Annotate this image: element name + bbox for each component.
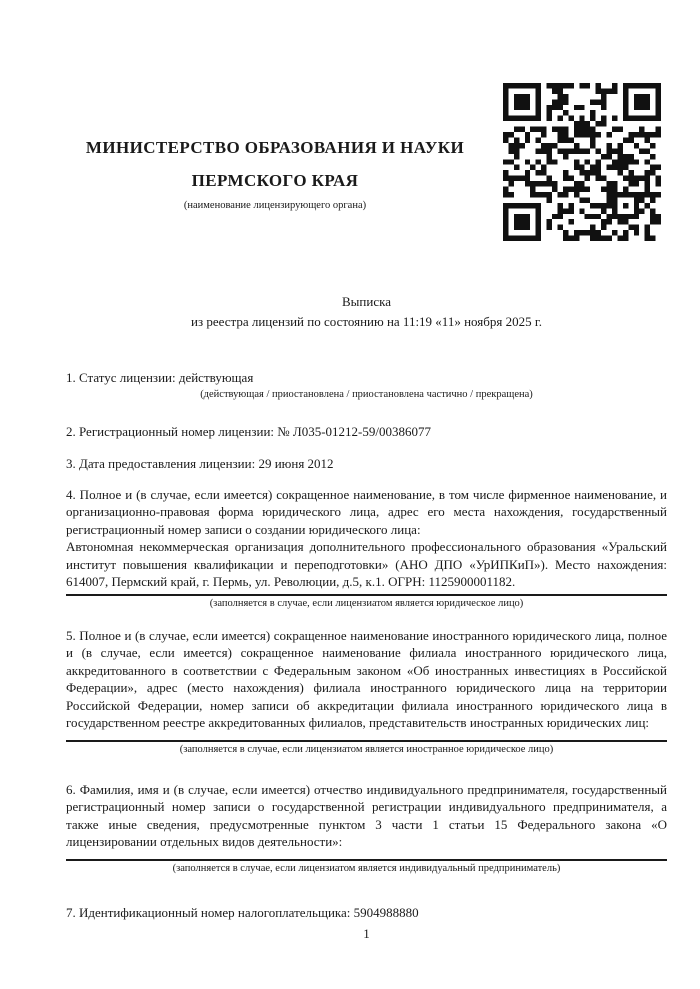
license-status-text: 1. Статус лицензии: действующая [66, 370, 254, 385]
registration-number-text: 2. Регистрационный номер лицензии: № Л035-01212-59/00386077 [66, 423, 432, 439]
grant-date-text: 3. Дата предоставления лицензии: 29 июня 2012 [66, 456, 334, 471]
section-grant-date [66, 455, 667, 473]
section-taxpayer-number [66, 904, 667, 922]
section-individual-entrepreneur [66, 781, 667, 876]
individual-entrepreneur-caption: (заполняется в случае, если лицензиатом является индивидуальный предприниматель) [172, 862, 561, 874]
legal-entity-caption: (заполняется в случае, если лицензиатом является юридическое лицо) [209, 597, 524, 609]
foreign-entity-caption: (заполняется в случае, если лицензиатом является иностранное юридическое лицо) [179, 743, 554, 755]
legal-entity-label: 4. Полное и (в случае, если имеется) сокращенное наименование, в том числе фирменное наименование, и организационно-правовая форма юридического лица, адрес его места нахождения, государственный регистрационный номер записи о создании юридического лица: [66, 486, 667, 537]
ministry-name-line1: МИНИСТЕРСТВО ОБРАЗОВАНИЯ И НАУКИ [85, 138, 465, 157]
section-legal-entity [66, 486, 667, 611]
ministry-header [40, 131, 510, 213]
page-number: 1 [363, 926, 370, 941]
document-title-line2: из реестра лицензий по состоянию на 11:19 «11» ноября 2025 г. [191, 314, 542, 329]
taxpayer-number-text: 7. Идентификационный номер налогоплательщика: 5904988880 [66, 904, 419, 920]
section-registration-number [66, 423, 667, 441]
status-options-caption: (действующая / приостановлена / приостановлена частично / прекращена) [200, 388, 533, 400]
legal-entity-value: Автономная некоммерческая организация дополнительного профессионального образования «Уральский институт повышения квалификации и переподготовки» (АНО ДПО «УрИПКиП»). Место нахождения: 614007, Пермский край, г. Пермь, ул. Революции, д.5, к.1. ОГРН: 1125900001182. [66, 539, 667, 589]
qr-code [503, 83, 661, 241]
section-foreign-entity [66, 627, 667, 757]
ministry-name-line2: ПЕРМСКОГО КРАЯ [191, 171, 359, 190]
ministry-title [40, 131, 510, 197]
foreign-entity-label: 5. Полное и (в случае, если имеется) сокращенное наименование иностранного юридического лица, полное и (в случае, если имеется) сокращенное наименование филиала иностранного юридического лица, аккредитованного в соответствии с Федеральным законом «Об иностранных инвестициях в Российской Федерации», адрес (место нахождения) филиала иностранного юридического лица на территории Российской Федерации, номер записи об аккредитации филиала иностранного юридического лица в государственном реестре аккредитованных филиалов, представительств иностранных юридических лиц: [66, 627, 667, 730]
document-title-line1: Выписка [342, 294, 391, 309]
ministry-caption: (наименование лицензирующего органа) [183, 200, 367, 211]
individual-entrepreneur-label: 6. Фамилия, имя и (в случае, если имеется) отчество индивидуального предпринимателя, государственный регистрационный номер записи о государственной регистрации индивидуального предпринимателя, а также иные сведения, предусмотренные пунктом 3 части 1 статьи 15 Федерального закона «О лицензировании отдельных видов деятельности»: [66, 781, 667, 849]
section-license-status [66, 369, 667, 402]
qr-code-graphic [503, 83, 661, 241]
document-title [66, 292, 667, 332]
document-body [66, 292, 667, 921]
